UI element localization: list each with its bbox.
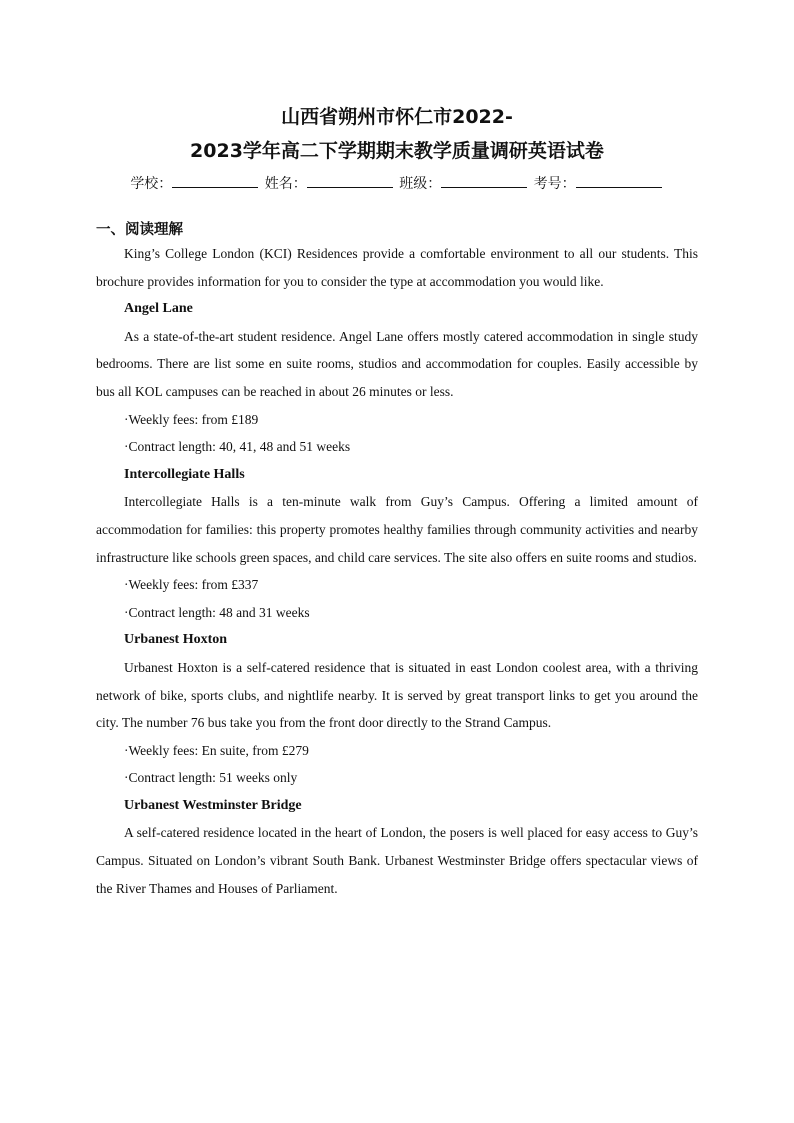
class-blank[interactable] <box>441 175 527 188</box>
section-title: 一、阅读理解 <box>96 222 183 238</box>
residence-heading: Intercollegiate Halls <box>124 466 245 482</box>
residence-heading: Urbanest Westminster Bridge <box>124 797 302 813</box>
weekly-fees: ·Weekly fees: from £189 <box>124 411 259 427</box>
intro-paragraph: King’s College London (KCI) Residences provide a comfortable environment to all our students. This brochure provides information for you to consider the type at accommodation you would like. <box>96 246 698 289</box>
residence-heading: Angel Lane <box>124 301 193 317</box>
residence-urbanest-westminster-bridge <box>96 792 698 902</box>
residence-description: Urbanest Hoxton is a self-catered residence that is situated in east London coolest area, with a thriving network of bike, sports clubs, and nightlife nearby. It is served by great transport links to get you around the city. The number 76 bus take you from the front door directly to the Strand Campus. <box>96 659 698 731</box>
exam-title-line-2: 2023学年高二下学期期末教学质量调研英语试卷 <box>190 140 604 162</box>
weekly-fees: ·Weekly fees: En suite, from £279 <box>124 742 309 758</box>
weekly-fees: ·Weekly fees: from £337 <box>124 577 259 593</box>
residence-intercollegiate-halls <box>96 461 698 627</box>
residence-angel-lane <box>96 295 698 461</box>
exam-number-blank[interactable] <box>576 175 662 188</box>
school-blank[interactable] <box>172 175 258 188</box>
document-page <box>96 0 698 902</box>
name-blank[interactable] <box>307 175 393 188</box>
residence-description: Intercollegiate Halls is a ten-minute walk from Guy’s Campus. Offering a limited amount of accommodation for families: this property promotes healthy families through community activities and nearby infrastructure like schools green spaces, and child care services. The site also offers en suite rooms and studios. <box>96 494 698 565</box>
contract-length: ·Contract length: 48 and 31 weeks <box>124 604 310 620</box>
residence-urbanest-hoxton <box>96 626 698 792</box>
student-info-fields <box>96 174 698 194</box>
school-label: 学校： <box>130 176 173 192</box>
contract-length: ·Contract length: 51 weeks only <box>124 770 298 786</box>
class-label: 班级： <box>399 176 442 192</box>
residence-heading: Urbanest Hoxton <box>124 632 228 648</box>
residence-description: A self-catered residence located in the heart of London, the posers is well placed for easy access to Guy’s Campus. Situated on London’s vibrant South Bank. Urbanest Westminster Bridge offers spectacular views of the River Thames and Houses of Parliament. <box>96 825 698 896</box>
contract-length: ·Contract length: 40, 41, 48 and 51 weeks <box>124 439 351 455</box>
exam-title-line-1: 山西省朔州市怀仁市2022- <box>281 106 513 128</box>
residence-description: As a state-of-the-art student residence. Angel Lane offers mostly catered accommodation in single study bedrooms. There are list some en suite rooms, studios and accommodation for couples. Easily accessible by bus all KOL campuses can be reached in about 26 minutes or less. <box>96 328 698 399</box>
exam-number-label: 考号： <box>533 176 576 192</box>
name-label: 姓名： <box>264 176 307 192</box>
